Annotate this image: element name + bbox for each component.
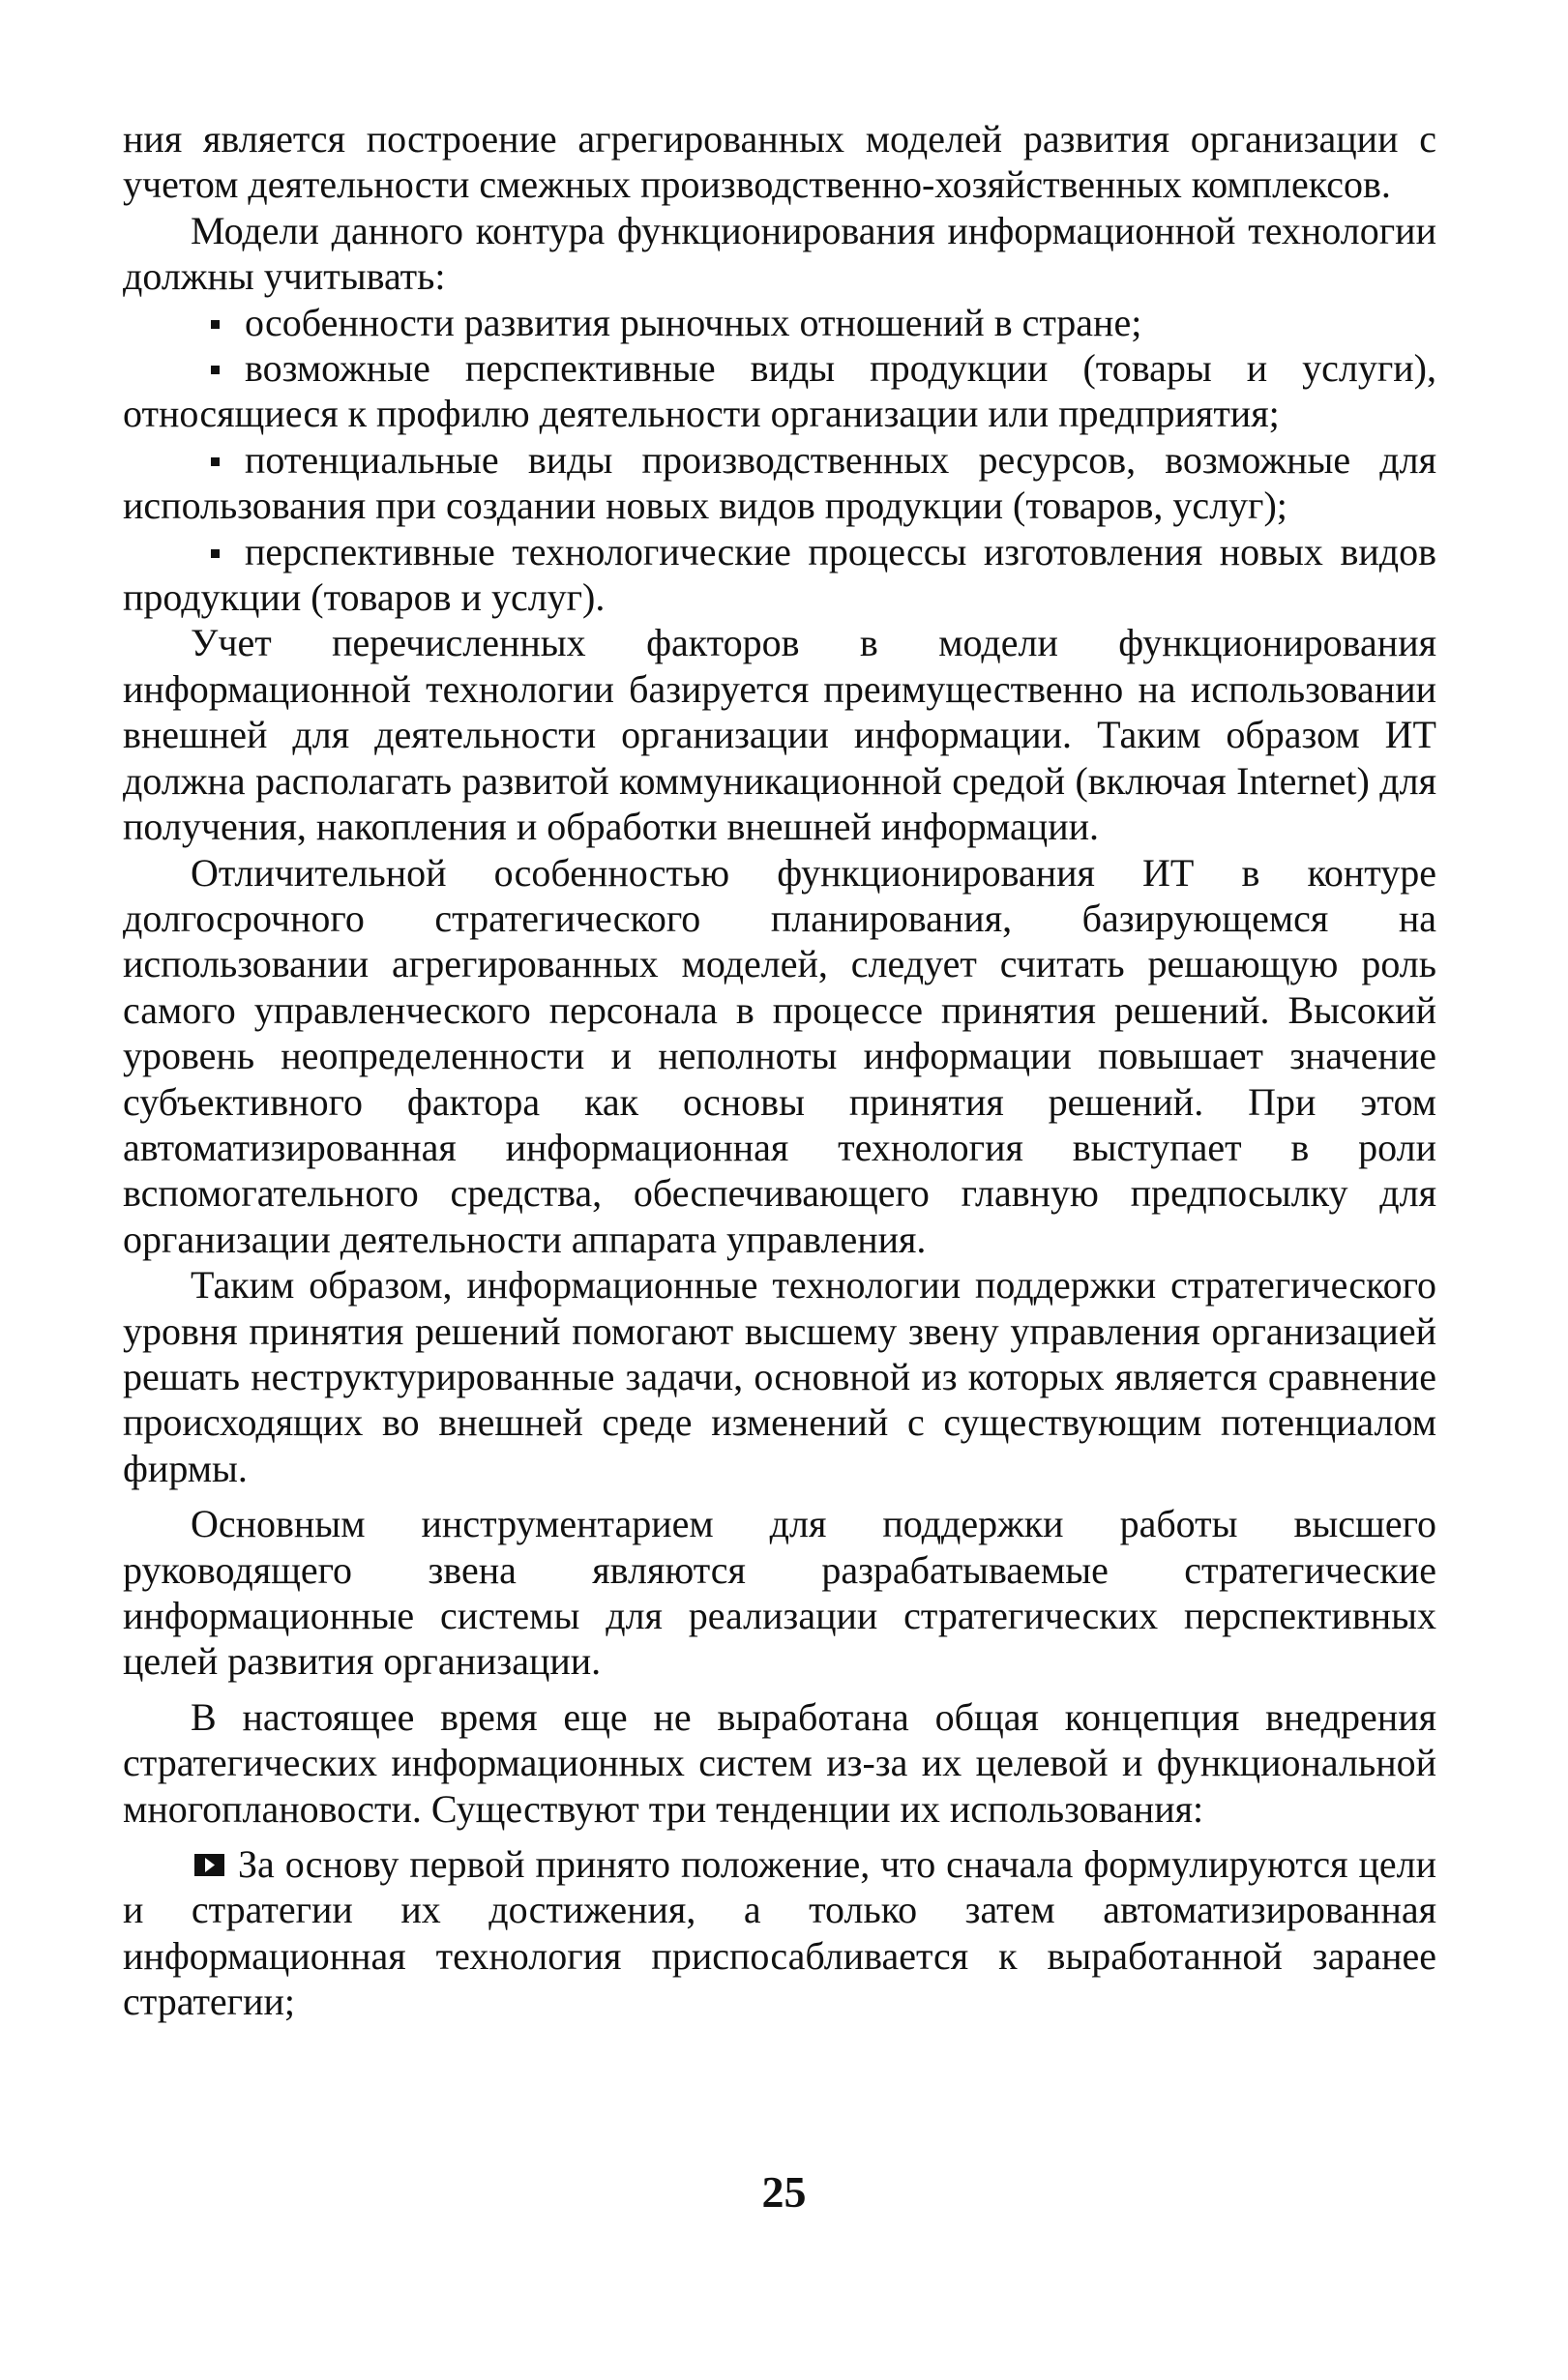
paragraph: В настоящее время еще не выработана общая концепция внедрения стратегических информационных систем из-за их целевой и функциональной многоплановости. Существуют три тенденции их использования: [123,1694,1436,1831]
paragraph: Модели данного контура функционирования информационной технологии должны учитывать: [123,208,1436,299]
page-body [123,116,1436,2025]
paragraph: Основным инструментарием для поддержки работы высшего руководящего звена являются разрабатываемые стратегические информационные системы для реализации стратегических перспективных целей развития организации. [123,1502,1436,1684]
paragraph: Отличительной особенностью функционирования ИТ в контуре долгосрочного стратегического планирования, базирующемся на использовании агрегированных моделей, следует считать решающую роль самого управленческого персонала в процессе принятия решений. Высокий уровень неопределенности и неполноты информации повышает значение субъективного фактора как основы принятия решений. При этом автоматизированная информационная технология выступает в роли вспомогательного средства, обеспечивающего главную предпосылку для организации деятельности аппарата управления. [123,850,1436,1261]
list-item [123,300,1436,345]
square-bullet-icon [211,457,220,466]
square-bullet-icon [211,366,220,374]
square-bullet-icon [211,320,220,329]
paragraph: ния является построение агрегированных моделей развития организации с учетом деятельности смежных производственно-хозяйственных комплексов. [123,117,1436,207]
list-item [123,345,1436,437]
list-item-text: потенциальные виды производственных ресурсов, возможные для использования при создании новых видов продукции (товаров, услуг); [123,437,1436,528]
list-item [123,437,1436,529]
list-item [123,529,1436,621]
list-item-text: За основу первой принято положение, что сначала формулируются цели и стратегии их достижения, а только затем автоматизированная информационная технология приспосабливается к выработанной заранее стратегии; [123,1842,1436,2024]
list-item-text: особенности развития рыночных отношений в стране; [245,300,1142,344]
page-number: 25 [761,2167,807,2217]
list-item-text: перспективные технологические процессы изготовления новых видов продукции (товаров и услуг). [123,529,1436,620]
boxed-arrow-icon [194,1854,224,1876]
square-bullet-icon [211,549,220,558]
list-item-text: возможные перспективные виды продукции (товары и услуги), относящиеся к профилю деятельности организации или предприятия; [123,346,1436,436]
paragraph: Учет перечисленных факторов в модели функционирования информационной технологии базируется преимущественно на использовании внешней для деятельности организации информации. Таким образом ИТ должна располагать развитой коммуникационной средой (включая Internet) для получения, накопления и обработки внешней информации. [123,621,1436,849]
list-item [123,1841,1436,2025]
paragraph: Таким образом, информационные технологии поддержки стратегического уровня принятия решений помогают высшему звену управления организацией решать неструктурированные задачи, основной из которых является сравнение происходящих во внешней среде изменений с существующим потенциалом фирмы. [123,1263,1436,1490]
